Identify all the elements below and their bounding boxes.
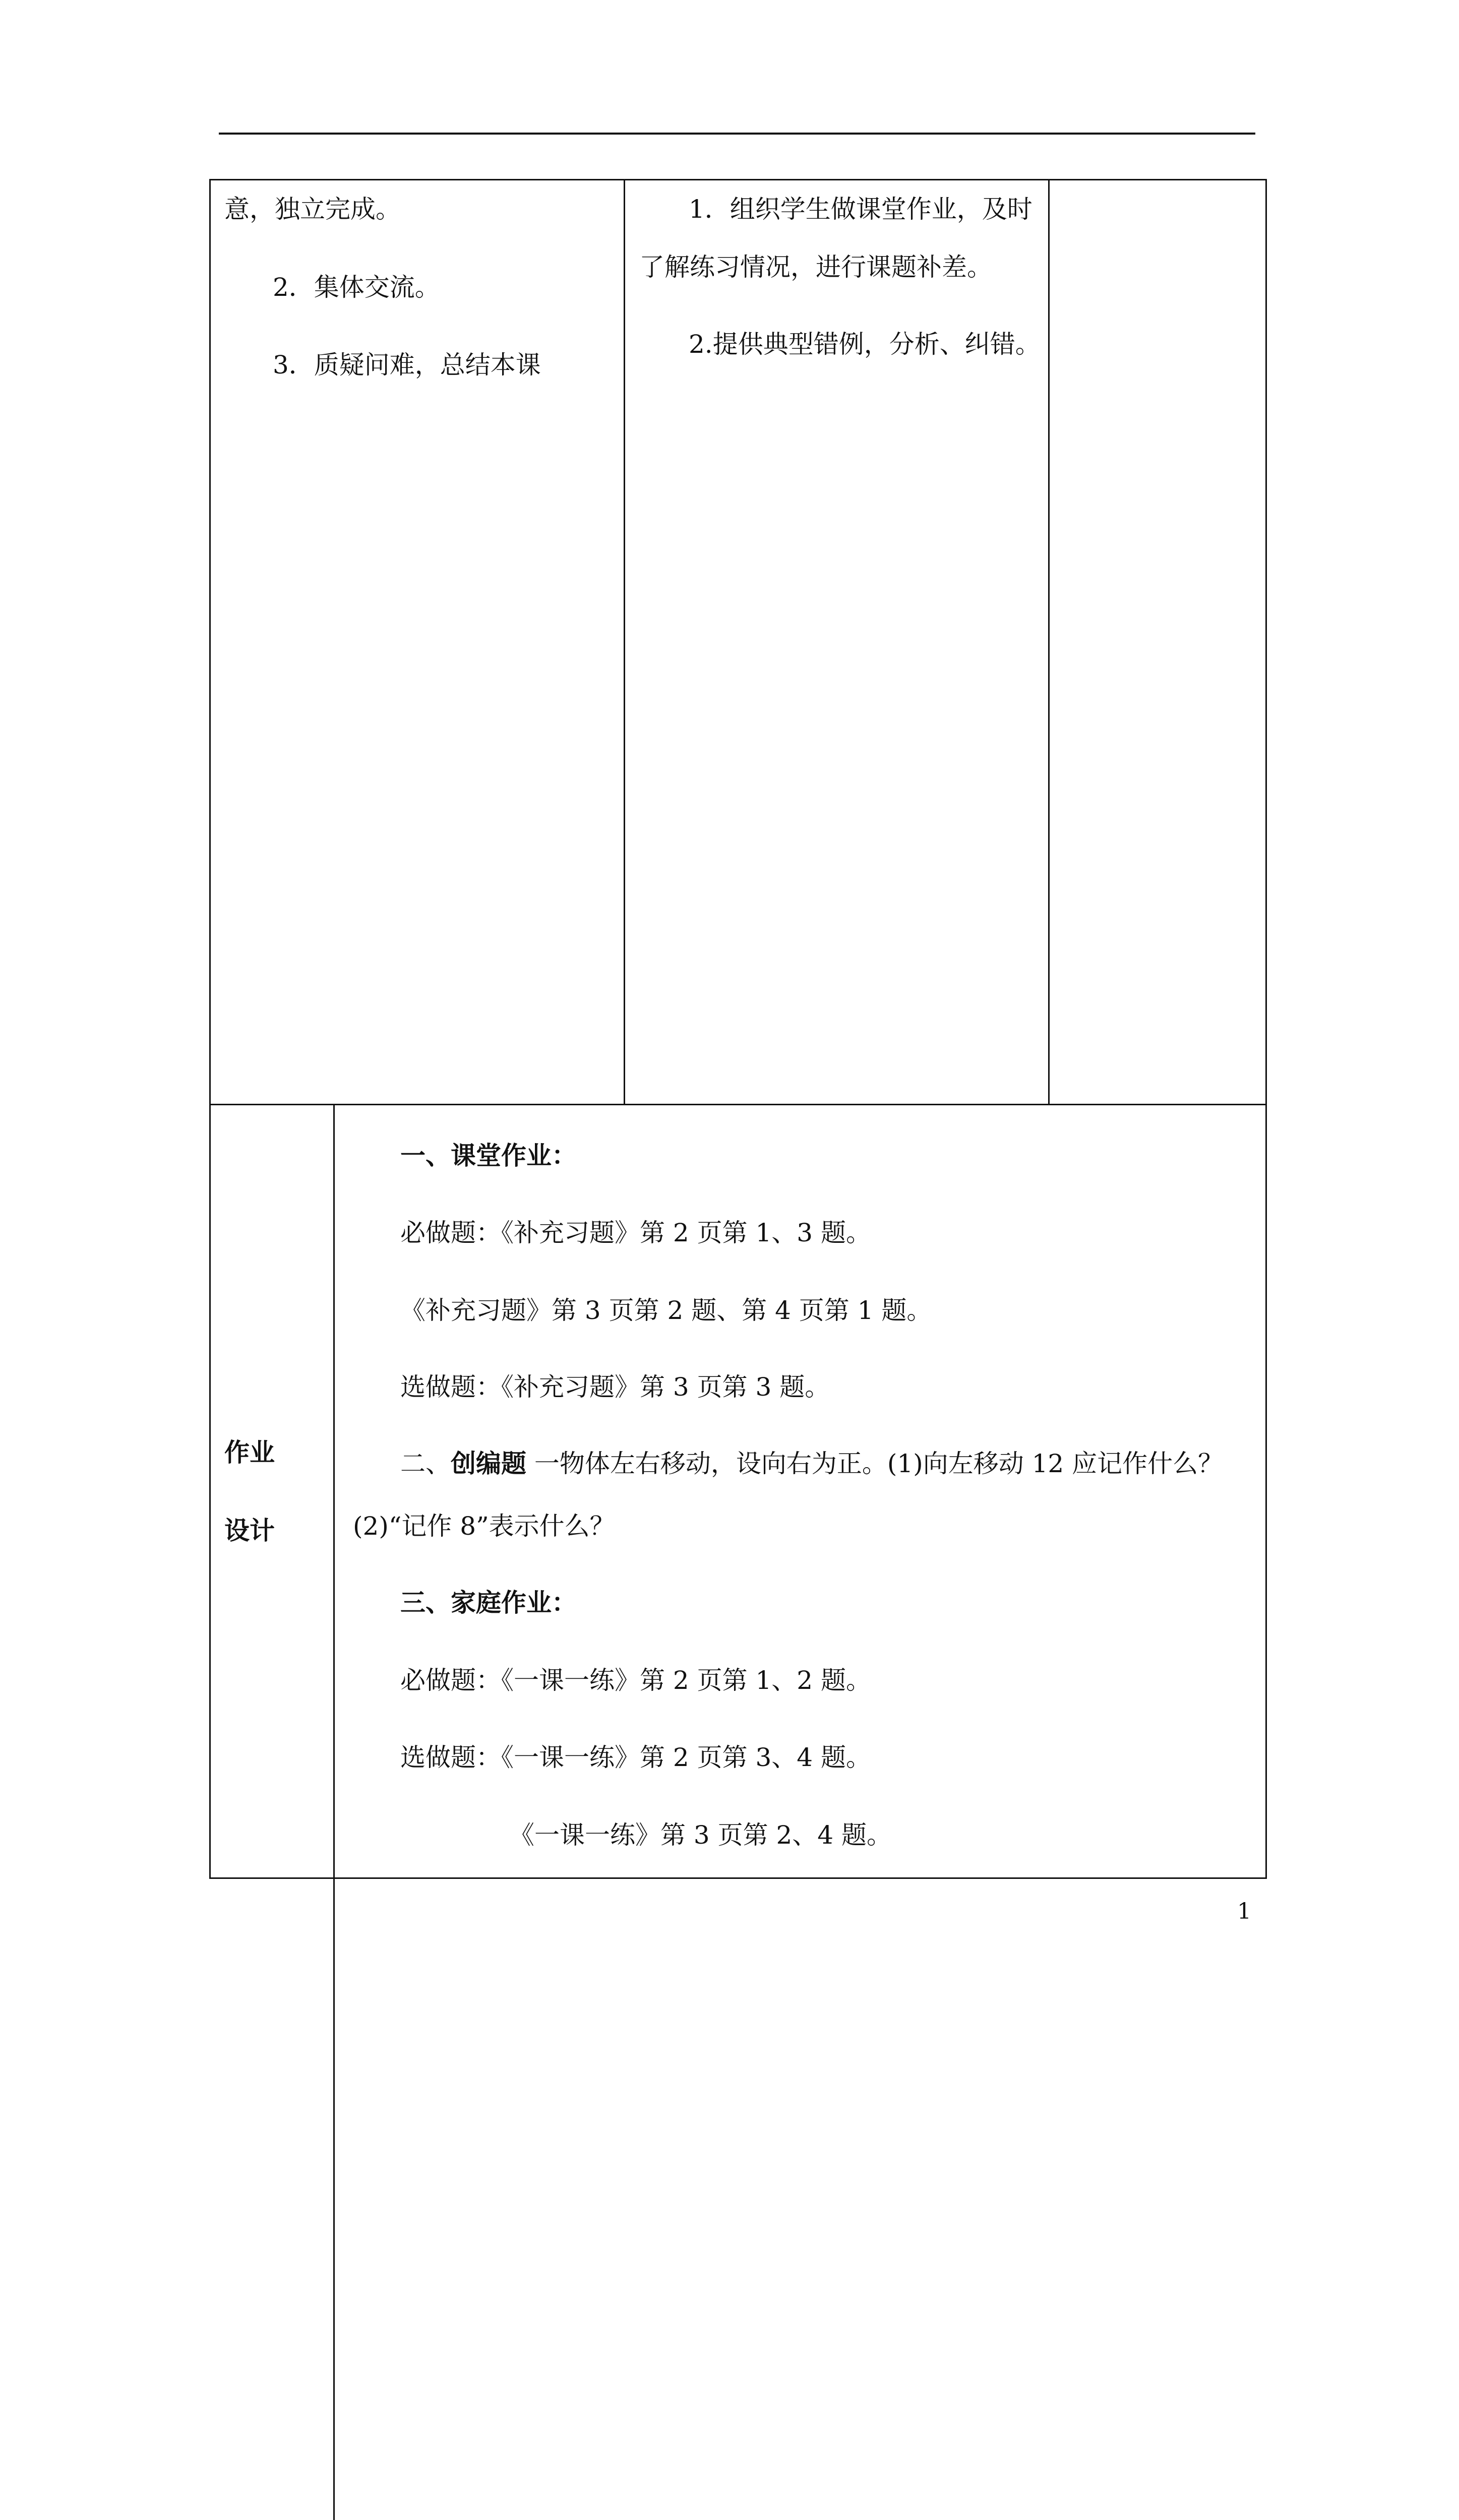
col-divider-1 (624, 179, 625, 1105)
teacher-item-1-line-2: 了解练习情况，进行课题补差。 (639, 253, 992, 282)
table-border-top (209, 179, 1267, 180)
label-divider (333, 1104, 335, 2520)
classwork-optional: 选做题：《补充习题》第 3 页第 3 题。 (400, 1372, 830, 1402)
teacher-item-1-line-1: 1．组织学生做课堂作业，及时 (689, 195, 1032, 224)
creative-task-prefix: 二、 (400, 1449, 451, 1478)
homework-label-line-1: 作业 (224, 1437, 275, 1467)
homework-required: 必做题：《一课一练》第 2 页第 1、2 题。 (400, 1666, 872, 1695)
creative-task-title: 创编题 (451, 1448, 526, 1478)
student-line-3: 3．质疑问难，总结本课 (273, 350, 541, 380)
creative-task (400, 1448, 1223, 1479)
student-line-1: 意，独立完成。 (224, 195, 401, 224)
teacher-item-2: 2.提供典型错例，分析、纠错。 (689, 330, 1041, 359)
header-rule (219, 133, 1255, 135)
classwork-required: 必做题：《补充习题》第 2 页第 1、3 题。 (400, 1218, 872, 1247)
table-border-bottom (209, 1877, 1267, 1879)
classwork-required-continued: 《补充习题》第 3 页第 2 题、第 4 页第 1 题。 (400, 1296, 932, 1325)
table-border-left (209, 179, 211, 1879)
classwork-title: 一、课堂作业： (400, 1141, 577, 1170)
homework-optional: 选做题：《一课一练》第 2 页第 3、4 题。 (400, 1743, 872, 1772)
col-divider-2 (1048, 179, 1050, 1105)
creative-task-text: 一物体左右移动，设向右为正。(1)向左移动 12 应记作什么？ (526, 1449, 1224, 1478)
page-number: 1 (1237, 1899, 1251, 1924)
creative-task-continued: (2)“记作 8”表示什么？ (353, 1511, 615, 1541)
homework-section-title: 三、家庭作业： (400, 1588, 577, 1617)
homework-optional-continued: 《一课一练》第 3 页第 2、4 题。 (509, 1820, 892, 1850)
homework-label-line-2: 设计 (224, 1516, 275, 1545)
student-line-2: 2．集体交流。 (273, 273, 440, 302)
table-border-right (1265, 179, 1267, 1879)
row-divider (209, 1104, 1267, 1105)
